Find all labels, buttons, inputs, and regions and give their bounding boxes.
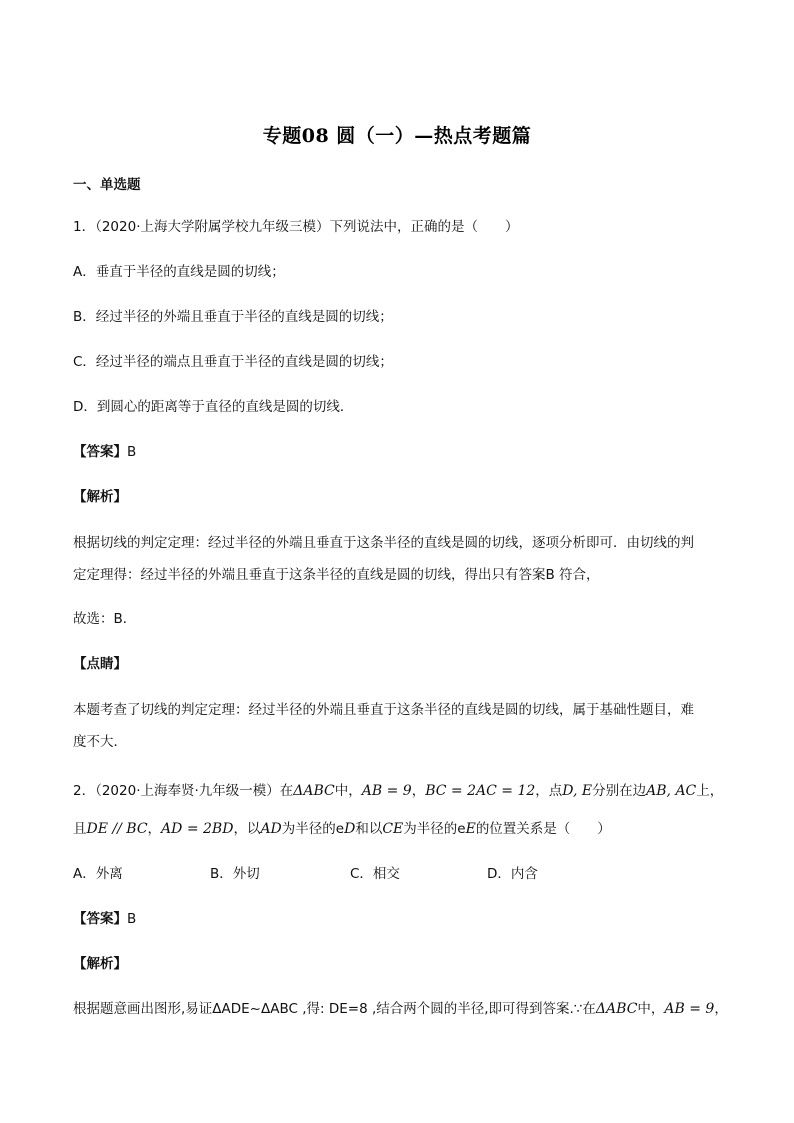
q1-analysis-line-3: 故选：B． — [73, 611, 137, 627]
q2-stem-text: 的位置关系是（ ） — [475, 821, 611, 837]
q2-math: AB = 9 — [664, 1001, 715, 1017]
q2-stem-text: 分别在边 — [592, 783, 647, 799]
q1-option-a: A．垂直于半径的直线是圆的切线； — [73, 264, 285, 280]
section-heading: 一、单选题 — [73, 177, 141, 193]
q2-math: AD — [260, 821, 282, 837]
q2-stem-text: 中， — [334, 783, 362, 799]
q2-stem-line-2 — [73, 820, 611, 838]
q1-comment-line-1: 本题考查了切线的判定定理：经过半径的外端且垂直于这条半径的直线是圆的切线，属于基础性题目，难 — [73, 702, 694, 718]
q2-stem-text: ， — [147, 821, 162, 837]
q2-math: ΔABC — [595, 1001, 638, 1017]
document-title: 专题08 圆（一）—热点考题篇 — [262, 125, 532, 147]
q2-stem-text: 为半径的e — [281, 821, 345, 837]
q2-option-b: B．外切 — [210, 866, 260, 882]
q2-option-a: A．外离 — [73, 866, 123, 882]
q2-stem-text: 上， — [696, 783, 724, 799]
q2-math: AB = 9 — [361, 783, 412, 799]
q2-math: D — [344, 821, 356, 837]
q2-math: D, E — [562, 783, 593, 799]
q2-stem-text: 且 — [73, 821, 87, 837]
q2-math: AB, AC — [646, 783, 697, 799]
q1-comment-label: 【点睛】 — [73, 656, 127, 672]
q1-analysis-line-1: 根据切线的判定定理：经过半径的外端且垂直于这条半径的直线是圆的切线，逐项分析即可．由切线的判 — [73, 535, 694, 551]
q2-stem-text: 和以 — [355, 821, 383, 837]
q2-math: DE // BC — [86, 821, 148, 837]
q2-math: CE — [382, 821, 404, 837]
q1-comment-line-2: 度不大． — [73, 734, 127, 750]
q2-analysis-text: 根据题意画出图形,易证ΔADE~ΔABC ,得: DE=8 ,结合两个圆的半径,即可得到答案.∵在 — [73, 1001, 596, 1017]
q2-stem-text: ， — [411, 783, 426, 799]
q2-analysis-label: 【解析】 — [73, 956, 127, 972]
q2-math: AD = 2BD — [161, 821, 234, 837]
q2-answer-label: 【答案】 — [73, 911, 127, 927]
q2-option-c: C．相交 — [350, 866, 400, 882]
q2-stem-text: ，以 — [233, 821, 261, 837]
q1-option-d: D．到圆心的距离等于直径的直线是圆的切线． — [73, 399, 354, 415]
q1-answer — [73, 443, 136, 461]
q1-option-c: C．经过半径的端点且垂直于半径的直线是圆的切线； — [73, 354, 393, 370]
q2-math: ΔABC — [293, 783, 335, 799]
q2-option-d: D．内含 — [487, 866, 538, 882]
q1-analysis-label: 【解析】 — [73, 489, 127, 505]
q2-math: BC = 2AC = 12 — [425, 783, 536, 799]
q1-analysis-line-2: 定定理得：经过半径的外端且垂直于这条半径的直线是圆的切线，得出只有答案B 符合， — [73, 567, 600, 583]
q2-answer-value: B — [127, 911, 137, 927]
q2-stem-text: 2．（2020·上海奉贤·九年级一模）在 — [73, 783, 294, 799]
q2-analysis-text: 中， — [637, 1001, 665, 1017]
q1-answer-label: 【答案】 — [73, 444, 127, 460]
q2-analysis-line-1 — [73, 1000, 728, 1018]
q2-stem-text: ，点 — [535, 783, 563, 799]
q2-stem-line-1 — [73, 782, 723, 800]
q2-options — [73, 865, 538, 883]
q1-stem: 1．（2020·上海大学附属学校九年级三模）下列说法中，正确的是（ ） — [73, 219, 519, 235]
q2-stem-text: 为半径的e — [403, 821, 466, 837]
q1-answer-value: B — [127, 444, 137, 460]
q2-answer — [73, 910, 136, 928]
q1-option-b: B．经过半径的外端且垂直于半径的直线是圆的切线； — [73, 309, 393, 325]
q2-analysis-text: ， — [714, 1001, 728, 1017]
q2-math: E — [465, 821, 476, 837]
